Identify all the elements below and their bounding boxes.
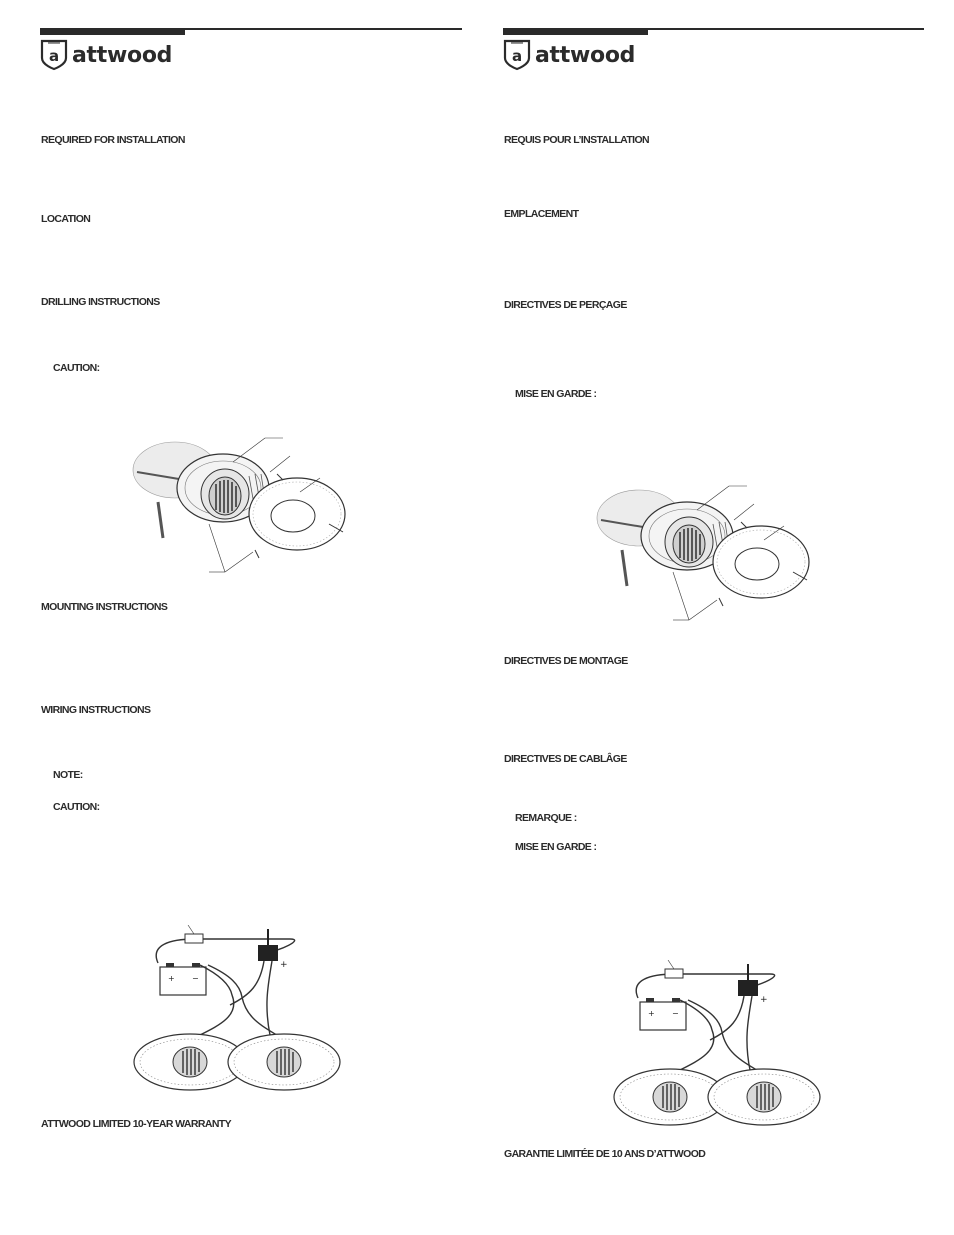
- brand-name: attwood: [535, 42, 636, 68]
- caution-label-2: CAUTION:: [53, 801, 100, 813]
- wiring-diagram: [130, 925, 355, 1095]
- heading-required: REQUIRED FOR INSTALLATION: [41, 134, 185, 146]
- heading-warranty: ATTWOOD LIMITED 10-YEAR WARRANTY: [41, 1118, 232, 1130]
- attwood-logo: [40, 39, 172, 71]
- switch-plus-label: +: [280, 960, 288, 970]
- header-rule-accent: [40, 28, 185, 35]
- french-column: [477, 0, 954, 1235]
- caution-label: CAUTION:: [53, 362, 100, 374]
- note-label: REMARQUE :: [515, 812, 577, 824]
- battery-plus-label: +: [648, 1009, 655, 1018]
- heading-wiring: DIRECTIVES DE CABLÂGE: [504, 753, 627, 765]
- wiring-diagram: [610, 960, 835, 1130]
- heading-warranty: GARANTIE LIMITÉE DE 10 ANS D’ATTWOOD: [504, 1148, 706, 1160]
- note-label: NOTE:: [53, 769, 83, 781]
- heading-wiring: WIRING INSTRUCTIONS: [41, 704, 151, 716]
- heading-drilling: DIRECTIVES DE PERÇAGE: [504, 299, 627, 311]
- svg-text:a: a: [511, 47, 523, 65]
- heading-location: LOCATION: [41, 213, 91, 225]
- attwood-shield-icon: [40, 39, 68, 71]
- fuse-icon: [665, 969, 683, 978]
- battery-plus-label: +: [168, 974, 175, 983]
- header-rule-accent: [503, 28, 648, 35]
- caution-label: MISE EN GARDE :: [515, 388, 597, 400]
- heading-mounting: MOUNTING INSTRUCTIONS: [41, 601, 168, 613]
- svg-text:a: a: [48, 47, 60, 65]
- fuse-icon: [185, 934, 203, 943]
- switch-icon: [258, 945, 278, 961]
- battery-minus-label: −: [192, 974, 199, 983]
- exploded-mounting-diagram: [125, 432, 355, 582]
- heading-location: EMPLACEMENT: [504, 208, 579, 220]
- exploded-mounting-diagram: [589, 480, 819, 630]
- attwood-logo: [503, 39, 635, 71]
- heading-drilling: DRILLING INSTRUCTIONS: [41, 296, 160, 308]
- battery-icon: [640, 1002, 686, 1030]
- caution-label-2: MISE EN GARDE :: [515, 841, 597, 853]
- battery-minus-label: −: [672, 1009, 679, 1018]
- brand-name: attwood: [72, 42, 173, 68]
- attwood-shield-icon: [503, 39, 531, 71]
- switch-plus-label: +: [760, 995, 768, 1005]
- heading-required: REQUIS POUR L’INSTALLATION: [504, 134, 650, 146]
- battery-icon: [160, 967, 206, 995]
- switch-icon: [738, 980, 758, 996]
- heading-mounting: DIRECTIVES DE MONTAGE: [504, 655, 628, 667]
